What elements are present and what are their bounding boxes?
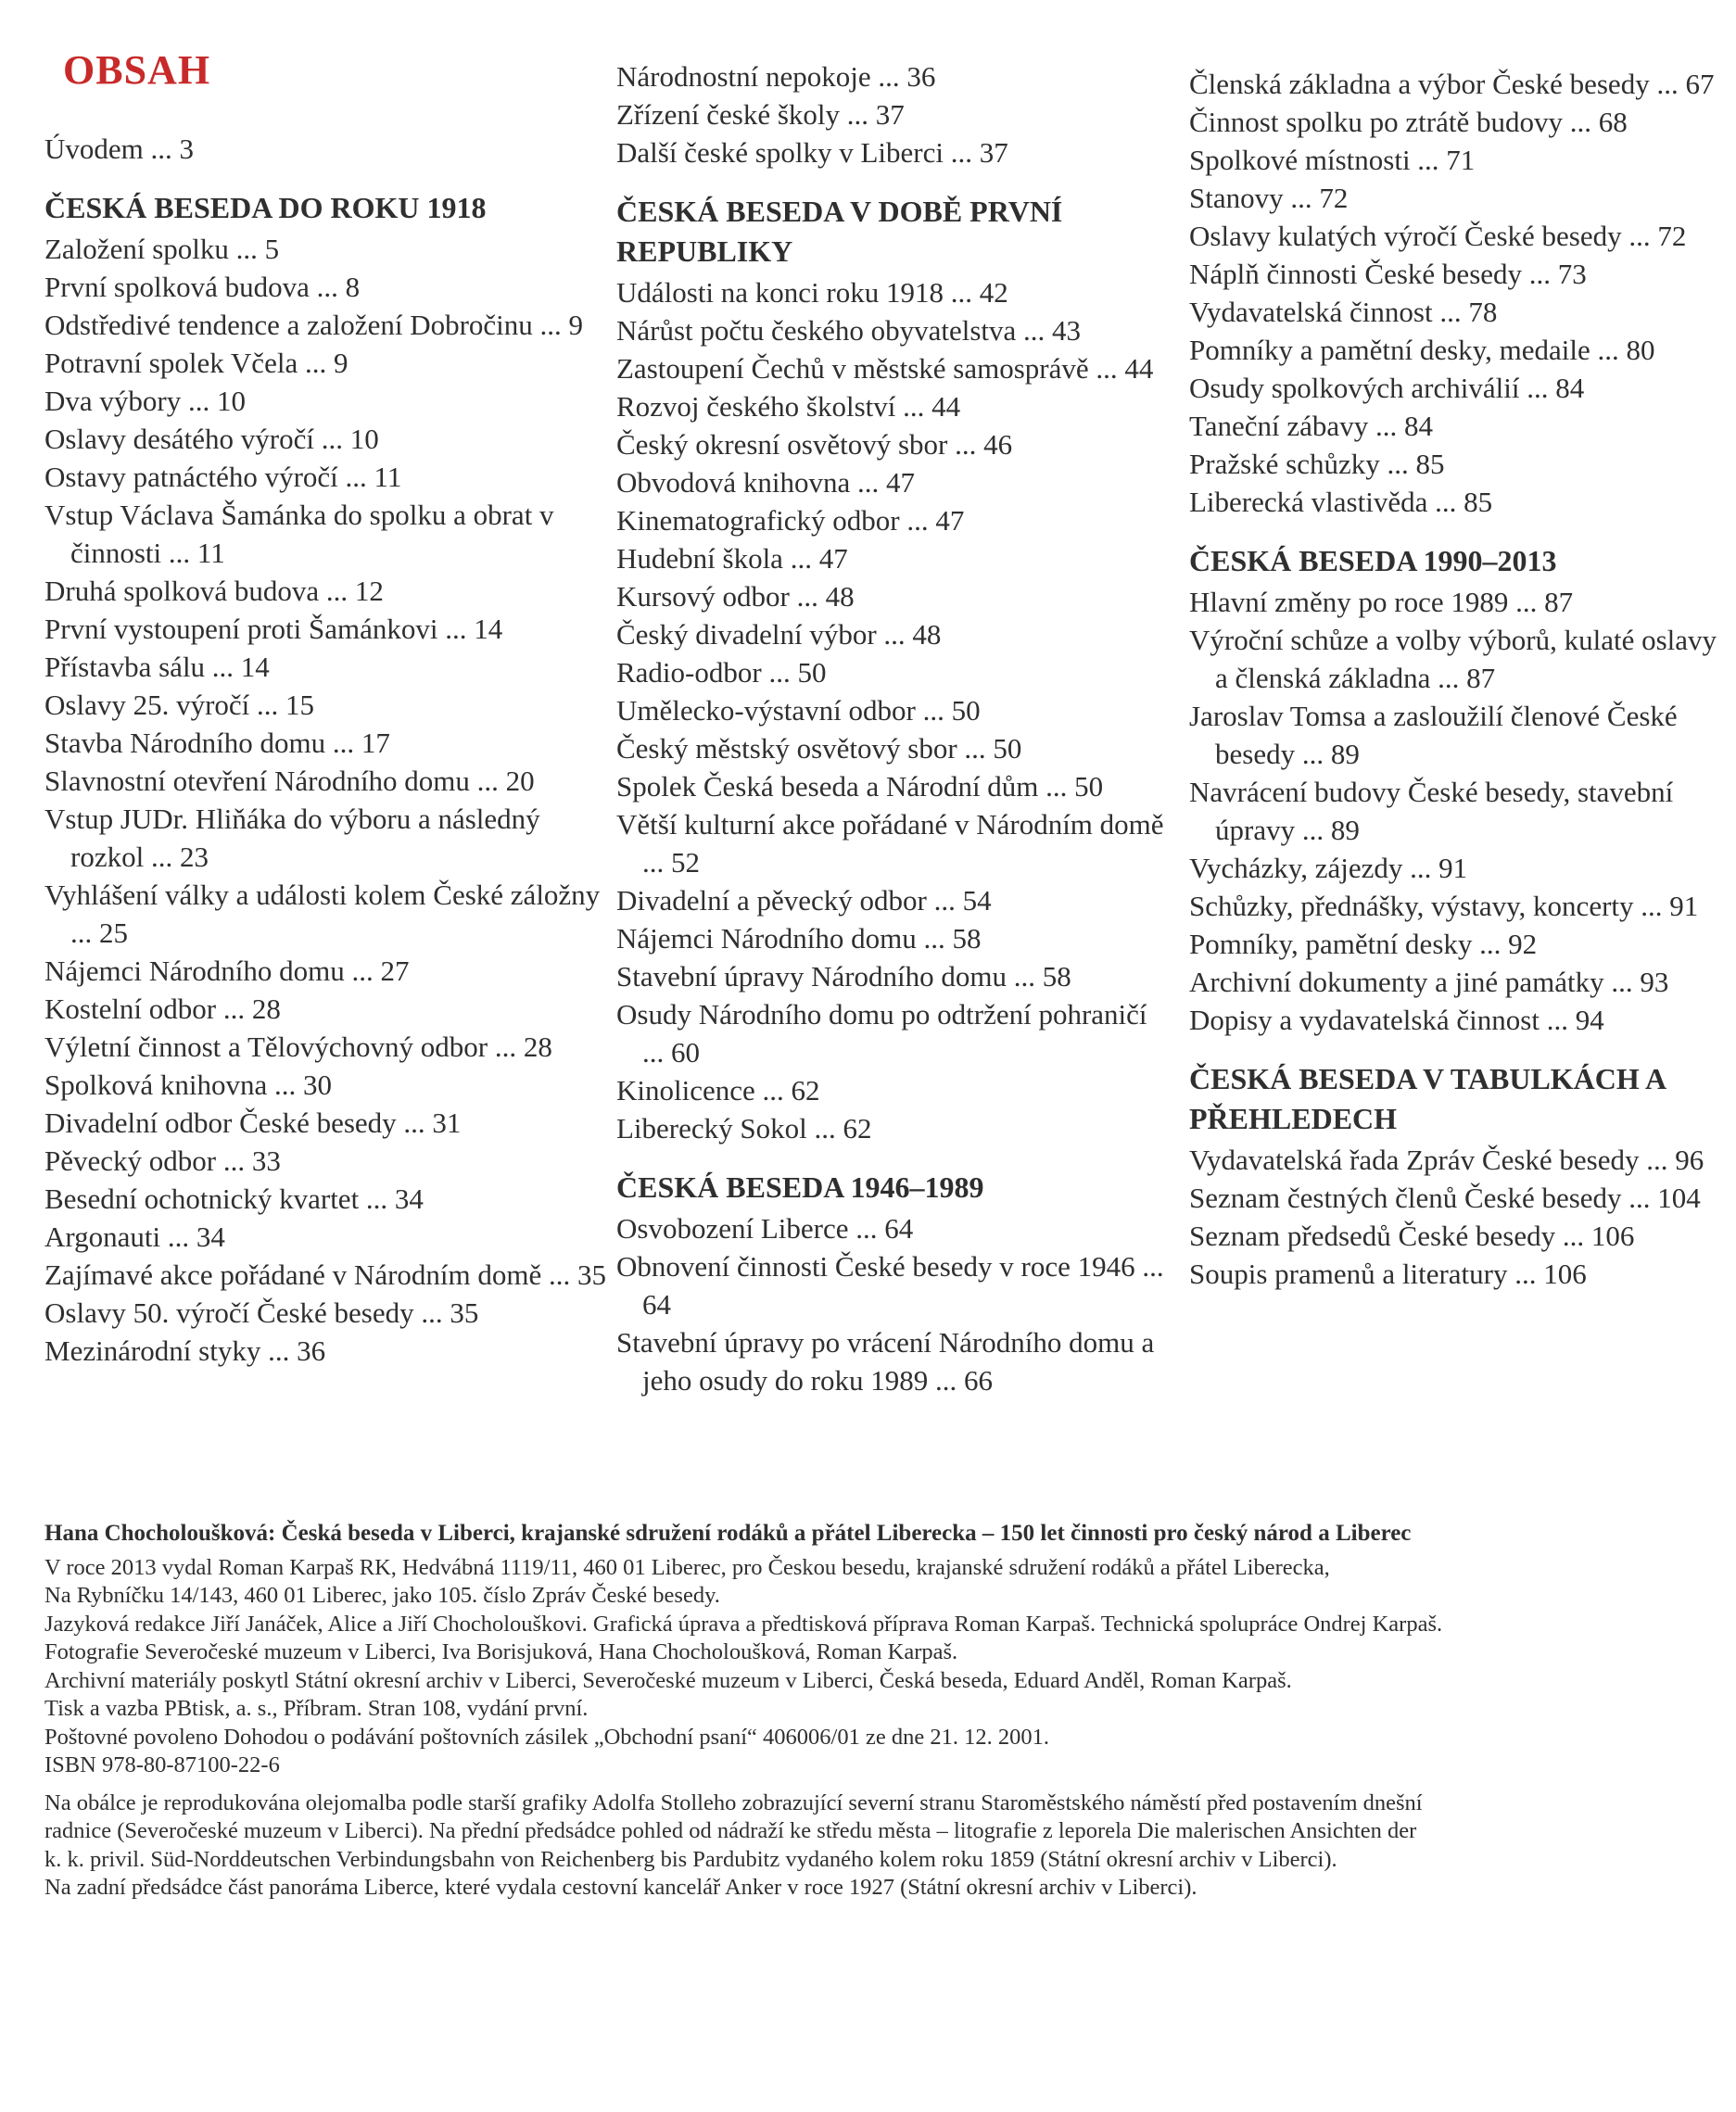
toc-entry: Hlavní změny po roce 1989 ... 87 [1189, 586, 1574, 618]
toc-entry: Pomníky a pamětní desky, medaile ... 80 [1189, 334, 1655, 366]
toc-entry: Druhá spolková budova ... 12 [44, 575, 384, 607]
section-heading: ČESKÁ BESEDA DO ROKU 1918 [44, 191, 487, 224]
toc-entry: Potravní spolek Včela ... 9 [44, 347, 348, 379]
toc-entry: Český okresní osvětový sbor ... 46 [616, 428, 1013, 461]
toc-entry: Liberecká vlastivěda ... 85 [1189, 486, 1493, 518]
toc-entry: Činnost spolku po ztrátě budovy ... 68 [1189, 106, 1628, 138]
toc-list [44, 230, 610, 1370]
toc-entry: Dopisy a vydavatelská činnost ... 94 [1189, 1004, 1604, 1036]
toc-entry: Besední ochotnický kvartet ... 34 [44, 1182, 424, 1215]
imprint-block [44, 1520, 1713, 1903]
toc-entry: Pěvecký odbor ... 33 [44, 1145, 281, 1177]
toc-entry: Schůzky, přednášky, výstavy, koncerty ... 91 [1189, 890, 1699, 922]
toc-entry: První vystoupení proti Šamánkovi ... 14 [44, 613, 503, 645]
toc-entry: Stavební úpravy Národního domu ... 58 [616, 960, 1071, 993]
toc-title: OBSAH [63, 47, 211, 93]
toc-entry: Oslavy 50. výročí České besedy ... 35 [44, 1296, 479, 1329]
imprint-line: Fotografie Severočeské muzeum v Liberci, Iva Borisjuková, Hana Chocholoušková, Roman Karpaš. [44, 1639, 958, 1664]
toc-entry: Kinematografický odbor ... 47 [616, 504, 965, 537]
section-heading: ČESKÁ BESEDA V DOBĚ PRVNÍ REPUBLIKY [616, 195, 1063, 268]
imprint-title: Hana Chocholoušková: Česká beseda v Liberci, krajanské sdružení rodáků a přátel Liberecka – 150 let činnosti pro český národ a Liberec [44, 1521, 1412, 1546]
toc-entry: Přístavba sálu ... 14 [44, 651, 270, 683]
toc-entry: Spolková knihovna ... 30 [44, 1069, 332, 1101]
toc-entry: Národnostní nepokoje ... 36 [616, 60, 936, 93]
toc-entry: Jaroslav Tomsa a zasloužilí členové České besedy ... 89 [1189, 700, 1678, 770]
toc-entry: Odstředivé tendence a založení Dobročinu ... 9 [44, 309, 584, 341]
toc-list [616, 57, 1172, 171]
imprint-line: Poštovné povoleno Dohodou o podávání poštovních zásilek „Obchodní psaní“ 406006/01 ze dne 21. 12. 2001. [44, 1724, 1049, 1750]
imprint-gap [44, 1780, 1713, 1790]
toc-entry: Oslavy kulatých výročí České besedy ... 72 [1189, 220, 1687, 252]
toc-entry: Český městský osvětový sbor ... 50 [616, 732, 1022, 765]
imprint-line: Archivní materiály poskytl Státní okresní archiv v Liberci, Severočeské muzeum v Liberci, Česká beseda, Eduard Anděl, Roman Karpaš. [44, 1667, 1292, 1693]
toc-entry: Vstup Václava Šamánka do spolku a obrat v činnosti ... 11 [44, 499, 554, 569]
imprint-line: ISBN 978-80-87100-22-6 [44, 1752, 280, 1777]
imprint-line: k. k. privil. Süd-Norddeutschen Verbindungsbahn von Reichenberg bis Pardubitz vydaného kolem roku 1859 (Státní okresní archiv v Liberci). [44, 1846, 1337, 1872]
toc-entry: Osvobození Liberce ... 64 [616, 1212, 914, 1245]
toc-entry: Navrácení budovy České besedy, stavební úpravy ... 89 [1189, 776, 1674, 846]
imprint-line: Tisk a vazba PBtisk, a. s., Příbram. Stran 108, vydání první. [44, 1696, 589, 1721]
imprint-line: V roce 2013 vydal Roman Karpaš RK, Hedvábná 1119/11, 460 01 Liberec, pro Českou besedu, krajanské sdružení rodáků a přátel Liberecka, [44, 1554, 1330, 1580]
toc-entry: Umělecko-výstavní odbor ... 50 [616, 694, 981, 727]
toc-entry: První spolková budova ... 8 [44, 271, 361, 303]
toc-entry: Radio-odbor ... 50 [616, 656, 827, 689]
toc-entry: Argonauti ... 34 [44, 1220, 225, 1253]
toc-entry: Seznam předsedů České besedy ... 106 [1189, 1220, 1635, 1252]
toc-entry: Náplň činnosti České besedy ... 73 [1189, 258, 1587, 290]
toc-entry: Nájemci Národního domu ... 27 [44, 955, 410, 987]
toc-entry: Stavba Národního domu ... 17 [44, 727, 390, 759]
toc-entry: Vyhlášení války a události kolem České záložny ... 25 [44, 879, 601, 949]
toc-entry: Nájemci Národního domu ... 58 [616, 922, 982, 955]
toc-entry: Vydavatelská činnost ... 78 [1189, 296, 1498, 328]
section-heading: ČESKÁ BESEDA V TABULKÁCH A PŘEHLEDECH [1189, 1062, 1666, 1135]
toc-entry: Spolkové místnosti ... 71 [1189, 144, 1476, 176]
toc-entry: Obvodová knihovna ... 47 [616, 466, 916, 499]
toc-entry: Divadelní odbor České besedy ... 31 [44, 1107, 462, 1139]
toc-entry: Taneční zábavy ... 84 [1189, 410, 1433, 442]
toc-entry: Spolek Česká beseda a Národní dům ... 50 [616, 770, 1104, 803]
toc-entry: Založení spolku ... 5 [44, 233, 280, 265]
toc-entry: Události na konci roku 1918 ... 42 [616, 276, 1008, 309]
toc-entry: Kursový odbor ... 48 [616, 580, 855, 613]
toc-entry: Osudy spolkových archiválií ... 84 [1189, 372, 1585, 404]
toc-list [1189, 1141, 1727, 1293]
toc-list [1189, 583, 1727, 1039]
toc-entry: Další české spolky v Liberci ... 37 [616, 136, 1008, 169]
toc-column-3 [1189, 65, 1727, 1293]
toc-column-2 [616, 57, 1172, 1399]
toc-entry: Pražské schůzky ... 85 [1189, 448, 1445, 480]
section-heading: ČESKÁ BESEDA 1990–2013 [1189, 544, 1557, 577]
toc-entry: Dva výbory ... 10 [44, 385, 246, 417]
toc-entry: Stavební úpravy po vrácení Národního domu a jeho osudy do roku 1989 ... 66 [616, 1326, 1155, 1397]
toc-entry: Vycházky, zájezdy ... 91 [1189, 852, 1468, 884]
toc-entry: Členská základna a výbor České besedy ... 67 [1189, 68, 1715, 100]
toc-entry: Seznam čestných členů České besedy ... 104 [1189, 1182, 1701, 1214]
toc-entry: Rozvoj českého školství ... 44 [616, 390, 961, 423]
toc-entry: Větší kulturní akce pořádané v Národním domě ... 52 [616, 808, 1164, 879]
toc-entry: Český divadelní výbor ... 48 [616, 618, 942, 651]
toc-entry: Hudební škola ... 47 [616, 542, 848, 575]
toc-list [616, 273, 1172, 1147]
toc-entry: Oslavy desátého výročí ... 10 [44, 423, 379, 455]
toc-entry: Liberecký Sokol ... 62 [616, 1112, 872, 1145]
toc-entry: Výletní činnost a Tělovýchovný odbor ... 28 [44, 1031, 552, 1063]
toc-entry: Divadelní a pěvecký odbor ... 54 [616, 884, 992, 917]
toc-entry: Nárůst počtu českého obyvatelstva ... 43 [616, 314, 1082, 347]
imprint-line: Na zadní předsádce část panoráma Liberce, které vydala cestovní kancelář Anker v roce 1927 (Státní okresní archiv v Liberci). [44, 1875, 1197, 1900]
toc-entry: Stanovy ... 72 [1189, 182, 1349, 214]
toc-entry: Slavnostní otevření Národního domu ... 20 [44, 765, 535, 797]
toc-entry: Zřízení české školy ... 37 [616, 98, 905, 131]
cover-notes [44, 1790, 1713, 1903]
toc-entry: Vydavatelská řada Zpráv České besedy ... 96 [1189, 1144, 1704, 1176]
toc-entry: Výroční schůze a volby výborů, kulaté oslavy a členská základna ... 87 [1189, 624, 1717, 694]
toc-entry: Zastoupení Čechů v městské samosprávě ... 44 [616, 352, 1154, 385]
toc-entry: Pomníky, pamětní desky ... 92 [1189, 928, 1538, 960]
imprint-line: Jazyková redakce Jiří Janáček, Alice a Jiří Chocholouškovi. Grafická úprava a předtisková příprava Roman Karpaš. Technická spolupráce Ondrej Karpaš. [44, 1611, 1443, 1637]
toc-intro: Úvodem ... 3 [44, 133, 195, 165]
toc-entry: Kinolicence ... 62 [616, 1074, 820, 1107]
toc-entry: Kostelní odbor ... 28 [44, 993, 281, 1025]
toc-entry: Mezinárodní styky ... 36 [44, 1334, 326, 1367]
toc-entry: Ostavy patnáctého výročí ... 11 [44, 461, 402, 493]
toc-list [1189, 65, 1727, 521]
toc-list [616, 1209, 1172, 1399]
toc-entry: Zajímavé akce pořádané v Národním domě ... 35 [44, 1258, 606, 1291]
imprint-line: Na Rybníčku 14/143, 460 01 Liberec, jako 105. číslo Zpráv České besedy. [44, 1583, 720, 1608]
toc-entry: Oslavy 25. výročí ... 15 [44, 689, 315, 721]
toc-entry: Soupis pramenů a literatury ... 106 [1189, 1258, 1587, 1290]
toc-entry: Obnovení činnosti České besedy v roce 1946 ... 64 [616, 1250, 1164, 1321]
imprint-line: radnice (Severočeské muzeum v Liberci). Na přední předsádce pohled od nádraží ke středu města – litografie z leporela Die malerischen Ansichten der [44, 1818, 1417, 1843]
imprint-line: Na obálce je reprodukována olejomalba podle starší grafiky Adolfa Stolleho zobrazující severní stranu Staroměstského náměstí před postavením dnešní [44, 1790, 1423, 1815]
toc-entry: Vstup JUDr. Hliňáka do výboru a následný rozkol ... 23 [44, 803, 540, 873]
toc-column-1 [44, 130, 610, 1370]
toc-entry: Osudy Národního domu po odtržení pohraničí ... 60 [616, 998, 1147, 1069]
imprint-lines [44, 1554, 1713, 1780]
toc-entry: Archivní dokumenty a jiné památky ... 93 [1189, 966, 1669, 998]
section-heading: ČESKÁ BESEDA 1946–1989 [616, 1170, 984, 1204]
